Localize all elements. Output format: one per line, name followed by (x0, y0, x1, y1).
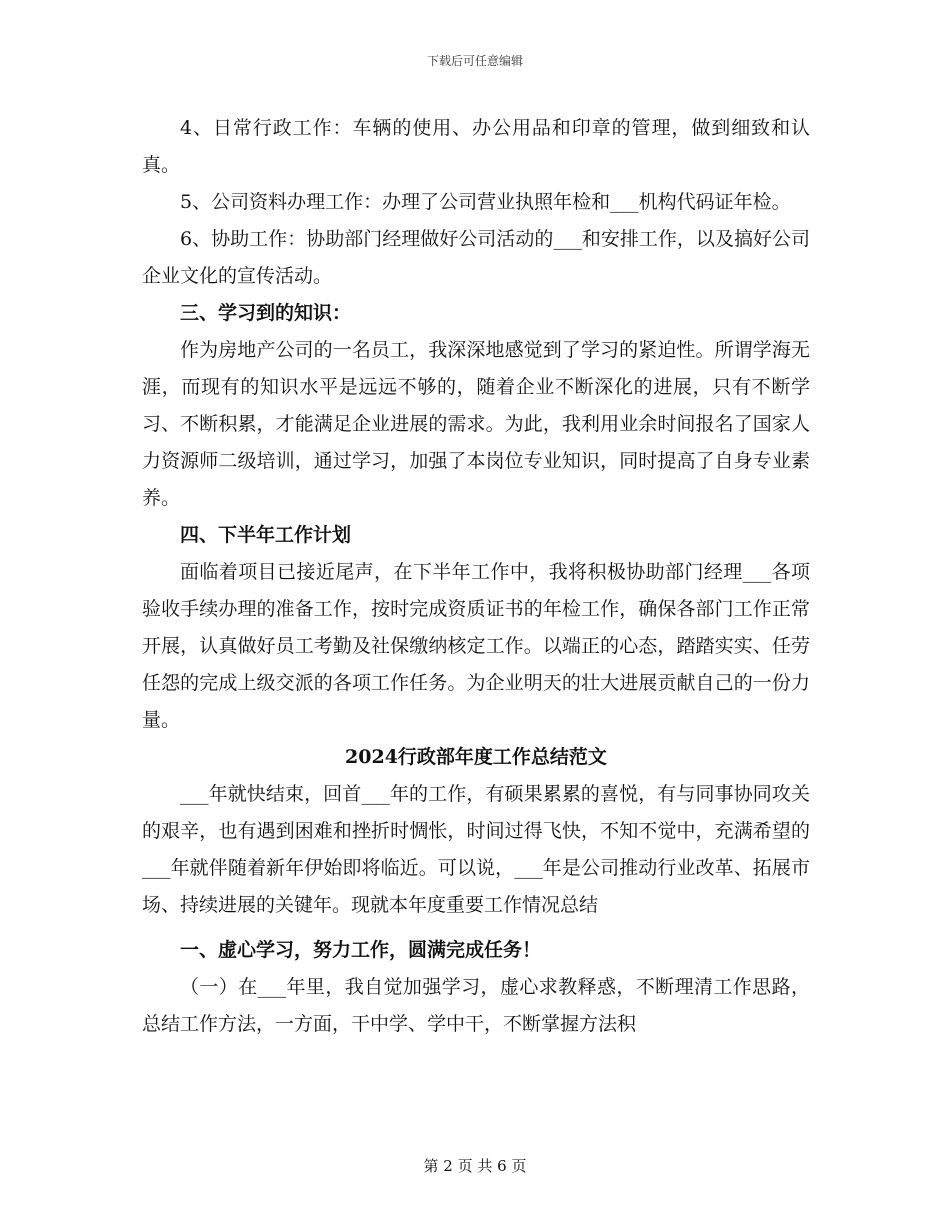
section-heading-knowledge: 三、学习到的知识： (180, 302, 352, 324)
paragraph-knowledge: 作为房地产公司的一名员工，我深深地感觉到了学习的紧迫性。所谓学海无涯，而现有的知识水平是远远不够的，随着企业不断深化的进展，只有不断学习、不断积累，才能满足企业进展的需求。为此，我利用业余时间报名了国家人力资源师二级培训，通过学习，加强了本岗位专业知识，同时提高了自身专业素养。 (142, 339, 810, 509)
paragraph-item-5: 5、公司资料办理工作：办理了公司营业执照年检和___机构代码证年检。 (180, 191, 791, 213)
page-header: 下载后可任意编辑 (426, 54, 523, 68)
page-footer: 第 2 页 共 6 页 (423, 1157, 527, 1175)
paragraph-plan: 面临着项目已接近尾声，在下半年工作中，我将积极协助部门经理___各项验收手续办理的准备工作，按时完成资质证书的年检工作，确保各部门工作正常开展，认真做好员工考勤及社保缴纳核定工作。以端正的心态，踏踏实实、任劳任怨的完成上级交派的各项工作任务。为企业明天的壮大进展贡献自己的一份力量。 (142, 561, 810, 731)
section-heading-plan: 四、下半年工作计划 (180, 524, 352, 546)
document-title: 2024行政部年度工作总结范文 (345, 746, 607, 768)
paragraph-item-6: 6、协助工作：协助部门经理做好公司活动的___和安排工作，以及搞好公司企业文化的宣传活动。 (142, 228, 810, 287)
paragraph-intro: ___年就快结束，回首___年的工作，有硕果累累的喜悦，有与同事协同攻关的艰辛，也有遇到困难和挫折时惆怅，时间过得飞快，不知不觉中，充满希望的___年就伴随着新年伊始即将临近。可以说，___年是公司推动行业改革、拓展市场、持续进展的关键年。现就本年度重要工作情况总结 (142, 783, 810, 916)
section-heading-study: 一、虚心学习，努力工作，圆满完成任务！ (180, 939, 542, 961)
document-body (142, 110, 810, 1043)
paragraph-study: （一）在___年里，我自觉加强学习，虚心求教释惑，不断理清工作思路，总结工作方法，一方面，干中学、学中干，不断掌握方法积 (142, 976, 810, 1035)
paragraph-item-4: 4、日常行政工作：车辆的使用、办公用品和印章的管理，做到细致和认真。 (142, 117, 810, 176)
